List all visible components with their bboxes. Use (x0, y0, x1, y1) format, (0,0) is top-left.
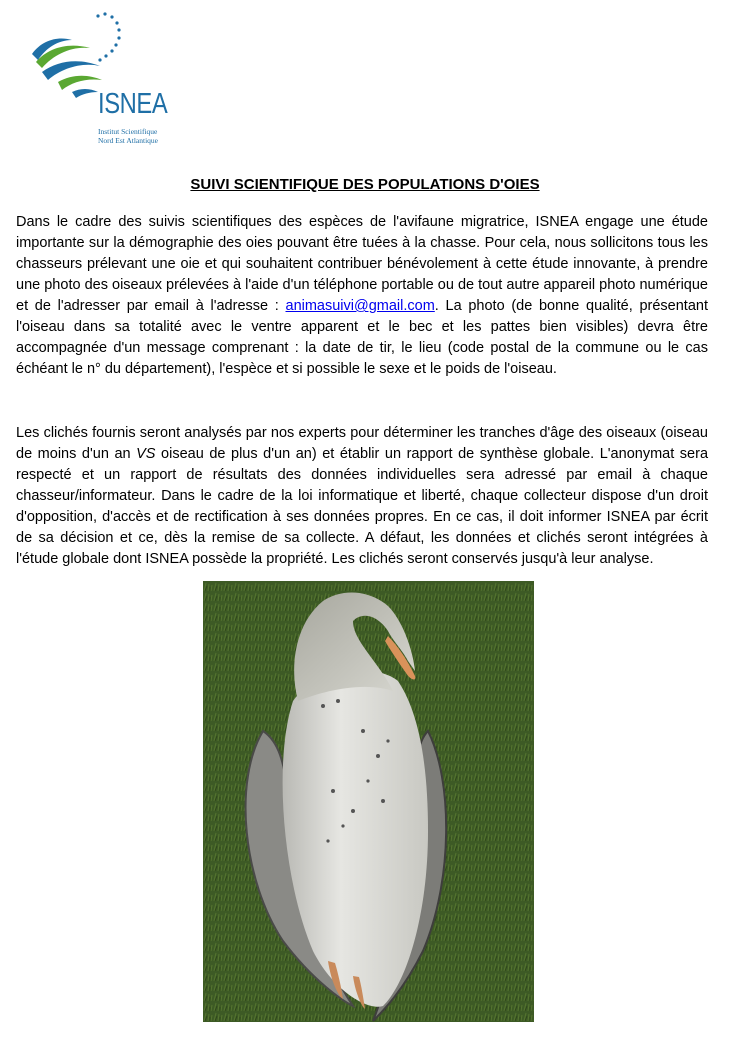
intro-text-after-link: . La photo (de bonne qualité, présentant l'oiseau dans sa totalité avec le ventre apparent et le bec et les pattes bien visibles) devra être accompagnée d'un message comprenant : la date de tir, le lieu (code postal de la commune ou le cas échéant le n° du département), l'espèce et si possible le sexe et le poids de l'oiseau. (16, 298, 708, 377)
intro-text-before-link: Dans le cadre des suivis scientifiques des espèces de l'avifaune migratrice, ISNEA engage une étude importante sur la démographie des oies pouvant être tuées à la chasse. Pour cela, nous sollicitons tous les chasseurs prélevant une oie et qui souhaitent contribuer bénévolement à cette étude innovante, à prendre une photo des oiseaux prélevées à l'aide d'un téléphone portable ou de tout autre appareil photo numérique et de l'adresser par email à l'adresse : (16, 214, 708, 314)
isnea-logo (28, 10, 178, 155)
details-text-part2: oiseau de plus d'un an) et établir un rapport de synthèse globale. L'anonymat sera respecté et un rapport de résultats des données individuelles sera adressé par email à chaque chasseur/informateur. Dans le cadre de la loi informatique et liberté, chaque collecteur dispose d'un droit d'opposition, d'accès et de rectification à ses données propres. En ce cas, il doit informer ISNEA par écrit de sa décision et ce, dès la remise de sa collecte. A défaut, les données et clichés seront intégrées à l'étude globale dont ISNEA possède la propriété. Les clichés seront conservés jusqu'à leur analyse. (16, 446, 709, 567)
details-paragraph (16, 423, 708, 570)
intro-paragraph (16, 212, 708, 380)
goose-photo (203, 581, 534, 1022)
logo-subtitle-line1: Institut Scientifique (98, 127, 158, 136)
logo-subtitle-line2: Nord Est Atlantique (98, 136, 158, 145)
logo-wordmark: ISNEA (98, 88, 168, 120)
details-emphasis: VS (136, 446, 156, 462)
logo-subtitle (98, 127, 158, 145)
details-text-part1: Les clichés fournis seront analysés par nos experts pour déterminer les tranches d'âge des oiseaux (oiseau de moins d'un an (16, 425, 708, 462)
page-title: SUIVI SCIENTIFIQUE DES POPULATIONS D'OIES (190, 176, 540, 193)
email-link[interactable]: animasuivi@gmail.com (285, 298, 435, 314)
